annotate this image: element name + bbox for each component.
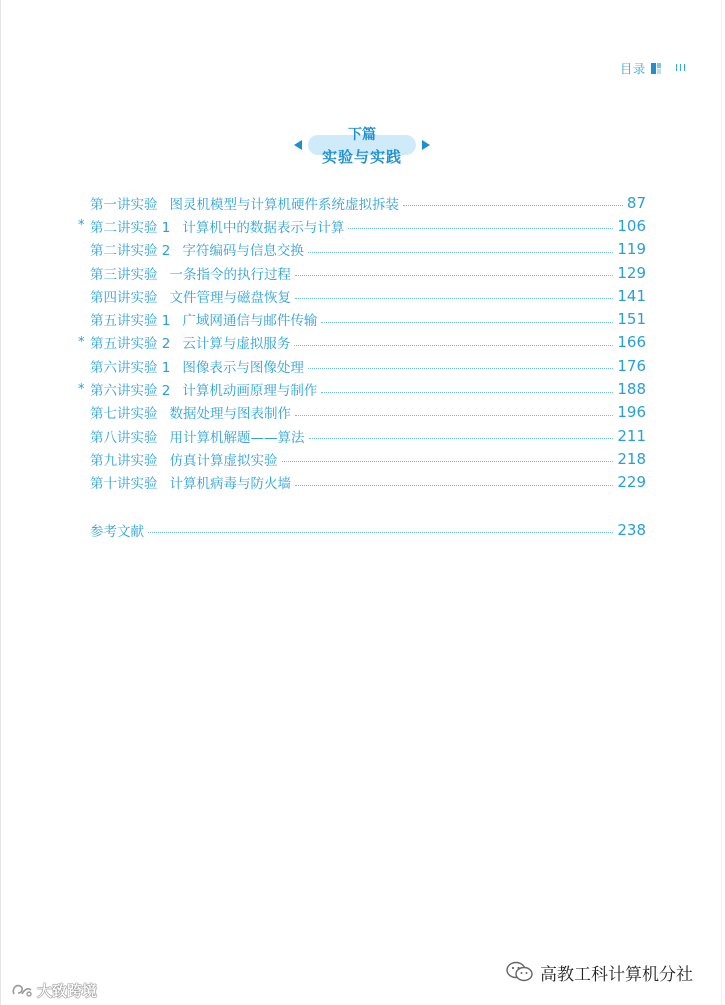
toc-entry-page: 129 <box>617 263 646 282</box>
dot-leader <box>295 485 613 486</box>
toc-entry-label: 第九讲实验 <box>90 452 158 469</box>
toc-entry-page: 166 <box>617 333 646 352</box>
table-of-contents <box>78 191 646 541</box>
optional-star: * <box>78 218 85 234</box>
toc-entry-title: 广域网通信与邮件传输 <box>182 313 318 330</box>
toc-entry-page: 141 <box>617 286 646 305</box>
toc-entry[interactable] <box>78 214 646 237</box>
dot-leader <box>403 205 623 206</box>
publisher-watermark <box>506 958 693 986</box>
toc-entry-page: 151 <box>617 310 646 329</box>
toc-entry-page: 218 <box>617 449 646 468</box>
dot-leader <box>294 345 613 346</box>
toc-entry[interactable] <box>78 424 646 447</box>
toc-entry-page: 211 <box>617 426 646 445</box>
toc-entry-page: 119 <box>617 240 646 259</box>
optional-star: * <box>78 334 85 350</box>
toc-entry-title: 文件管理与磁盘恢复 <box>169 289 291 306</box>
toc-entry-title: 字符编码与信息交换 <box>182 243 304 260</box>
toc-entry-label: 第二讲实验 2 <box>90 243 171 260</box>
toc-entry[interactable] <box>78 447 646 470</box>
toc-entry-page: 196 <box>617 403 646 422</box>
toc-entry[interactable] <box>78 284 646 307</box>
toc-entry-label: 第十讲实验 <box>90 476 158 493</box>
toc-entry-page: 188 <box>617 380 646 399</box>
toc-entry-label: 第一讲实验 <box>90 196 158 213</box>
toc-entry[interactable] <box>78 261 646 284</box>
dot-leader <box>295 275 613 276</box>
toc-entry[interactable] <box>78 401 646 424</box>
toc-spacer <box>78 494 646 518</box>
dot-leader <box>295 298 613 299</box>
toc-entry-title: 仿真计算虚拟实验 <box>169 452 278 469</box>
dot-leader <box>309 438 614 439</box>
toc-entry-title: 图像表示与图像处理 <box>182 359 304 376</box>
toc-entry-label: 第七讲实验 <box>90 406 158 423</box>
toc-entry[interactable] <box>78 238 646 261</box>
toc-entry-label: 第八讲实验 <box>90 429 158 446</box>
dot-leader <box>295 415 613 416</box>
toc-entry-title: 一条指令的执行过程 <box>169 266 291 283</box>
wechat-icon <box>506 961 534 983</box>
source-watermark <box>10 978 97 1002</box>
part-title: 实验与实践 <box>321 148 402 166</box>
part-name: 下篇 <box>348 127 376 143</box>
dot-leader <box>321 322 613 323</box>
source-watermark-text: 大致跨境 <box>37 981 98 1000</box>
toc-entry-label: 第六讲实验 2 <box>90 383 171 400</box>
toc-entry-title: 计算机中的数据表示与计算 <box>182 219 345 236</box>
toc-entry-label: 第六讲实验 1 <box>90 359 171 376</box>
dot-leader <box>348 228 613 229</box>
toc-entry-title: 用计算机解题——算法 <box>169 429 305 446</box>
running-header <box>620 60 687 76</box>
toc-entry[interactable] <box>78 191 646 214</box>
watermark-logo-icon <box>10 981 34 999</box>
toc-entry-label: 第二讲实验 1 <box>90 219 171 236</box>
toc-entry-page: 229 <box>617 473 646 492</box>
toc-entry-title: 数据处理与图表制作 <box>169 406 291 423</box>
references-page: 238 <box>617 520 646 539</box>
references-label: 参考文献 <box>90 523 144 540</box>
toc-entry-label: 第三讲实验 <box>90 266 158 283</box>
toc-entry-title: 云计算与虚拟服务 <box>182 336 291 353</box>
dot-leader <box>321 392 613 393</box>
toc-entry-title: 计算机病毒与防火墙 <box>169 476 291 493</box>
toc-entry-label: 第五讲实验 1 <box>90 313 171 330</box>
toc-entry-references[interactable] <box>78 518 646 541</box>
toc-entry[interactable] <box>78 354 646 377</box>
optional-star: * <box>78 381 85 397</box>
toc-entry-page: 176 <box>617 356 646 375</box>
toc-entry-title: 计算机动画原理与制作 <box>182 383 318 400</box>
toc-entry-label: 第五讲实验 2 <box>90 336 171 353</box>
toc-entry-title: 图灵机模型与计算机硬件系统虚拟拆装 <box>169 196 399 213</box>
toc-entry[interactable] <box>78 471 646 494</box>
page-edge-left <box>0 0 1 1005</box>
toc-entry[interactable] <box>78 307 646 330</box>
toc-entry-page: 87 <box>626 193 646 212</box>
dot-leader <box>148 532 613 533</box>
dot-leader <box>308 368 613 369</box>
toc-entry[interactable] <box>78 377 646 400</box>
toc-entry-page: 106 <box>617 216 646 235</box>
page-edge-right <box>721 0 722 1005</box>
part-title-badge <box>294 126 430 170</box>
dot-leader <box>308 252 613 253</box>
publisher-watermark-text: 高教工科计算机分社 <box>540 964 693 985</box>
dot-leader <box>282 461 614 462</box>
header-page-number: III <box>675 62 687 74</box>
toc-entry[interactable] <box>78 331 646 354</box>
header-block-icon <box>651 63 661 74</box>
toc-entry-label: 第四讲实验 <box>90 289 158 306</box>
header-section-title: 目录 <box>620 61 647 76</box>
